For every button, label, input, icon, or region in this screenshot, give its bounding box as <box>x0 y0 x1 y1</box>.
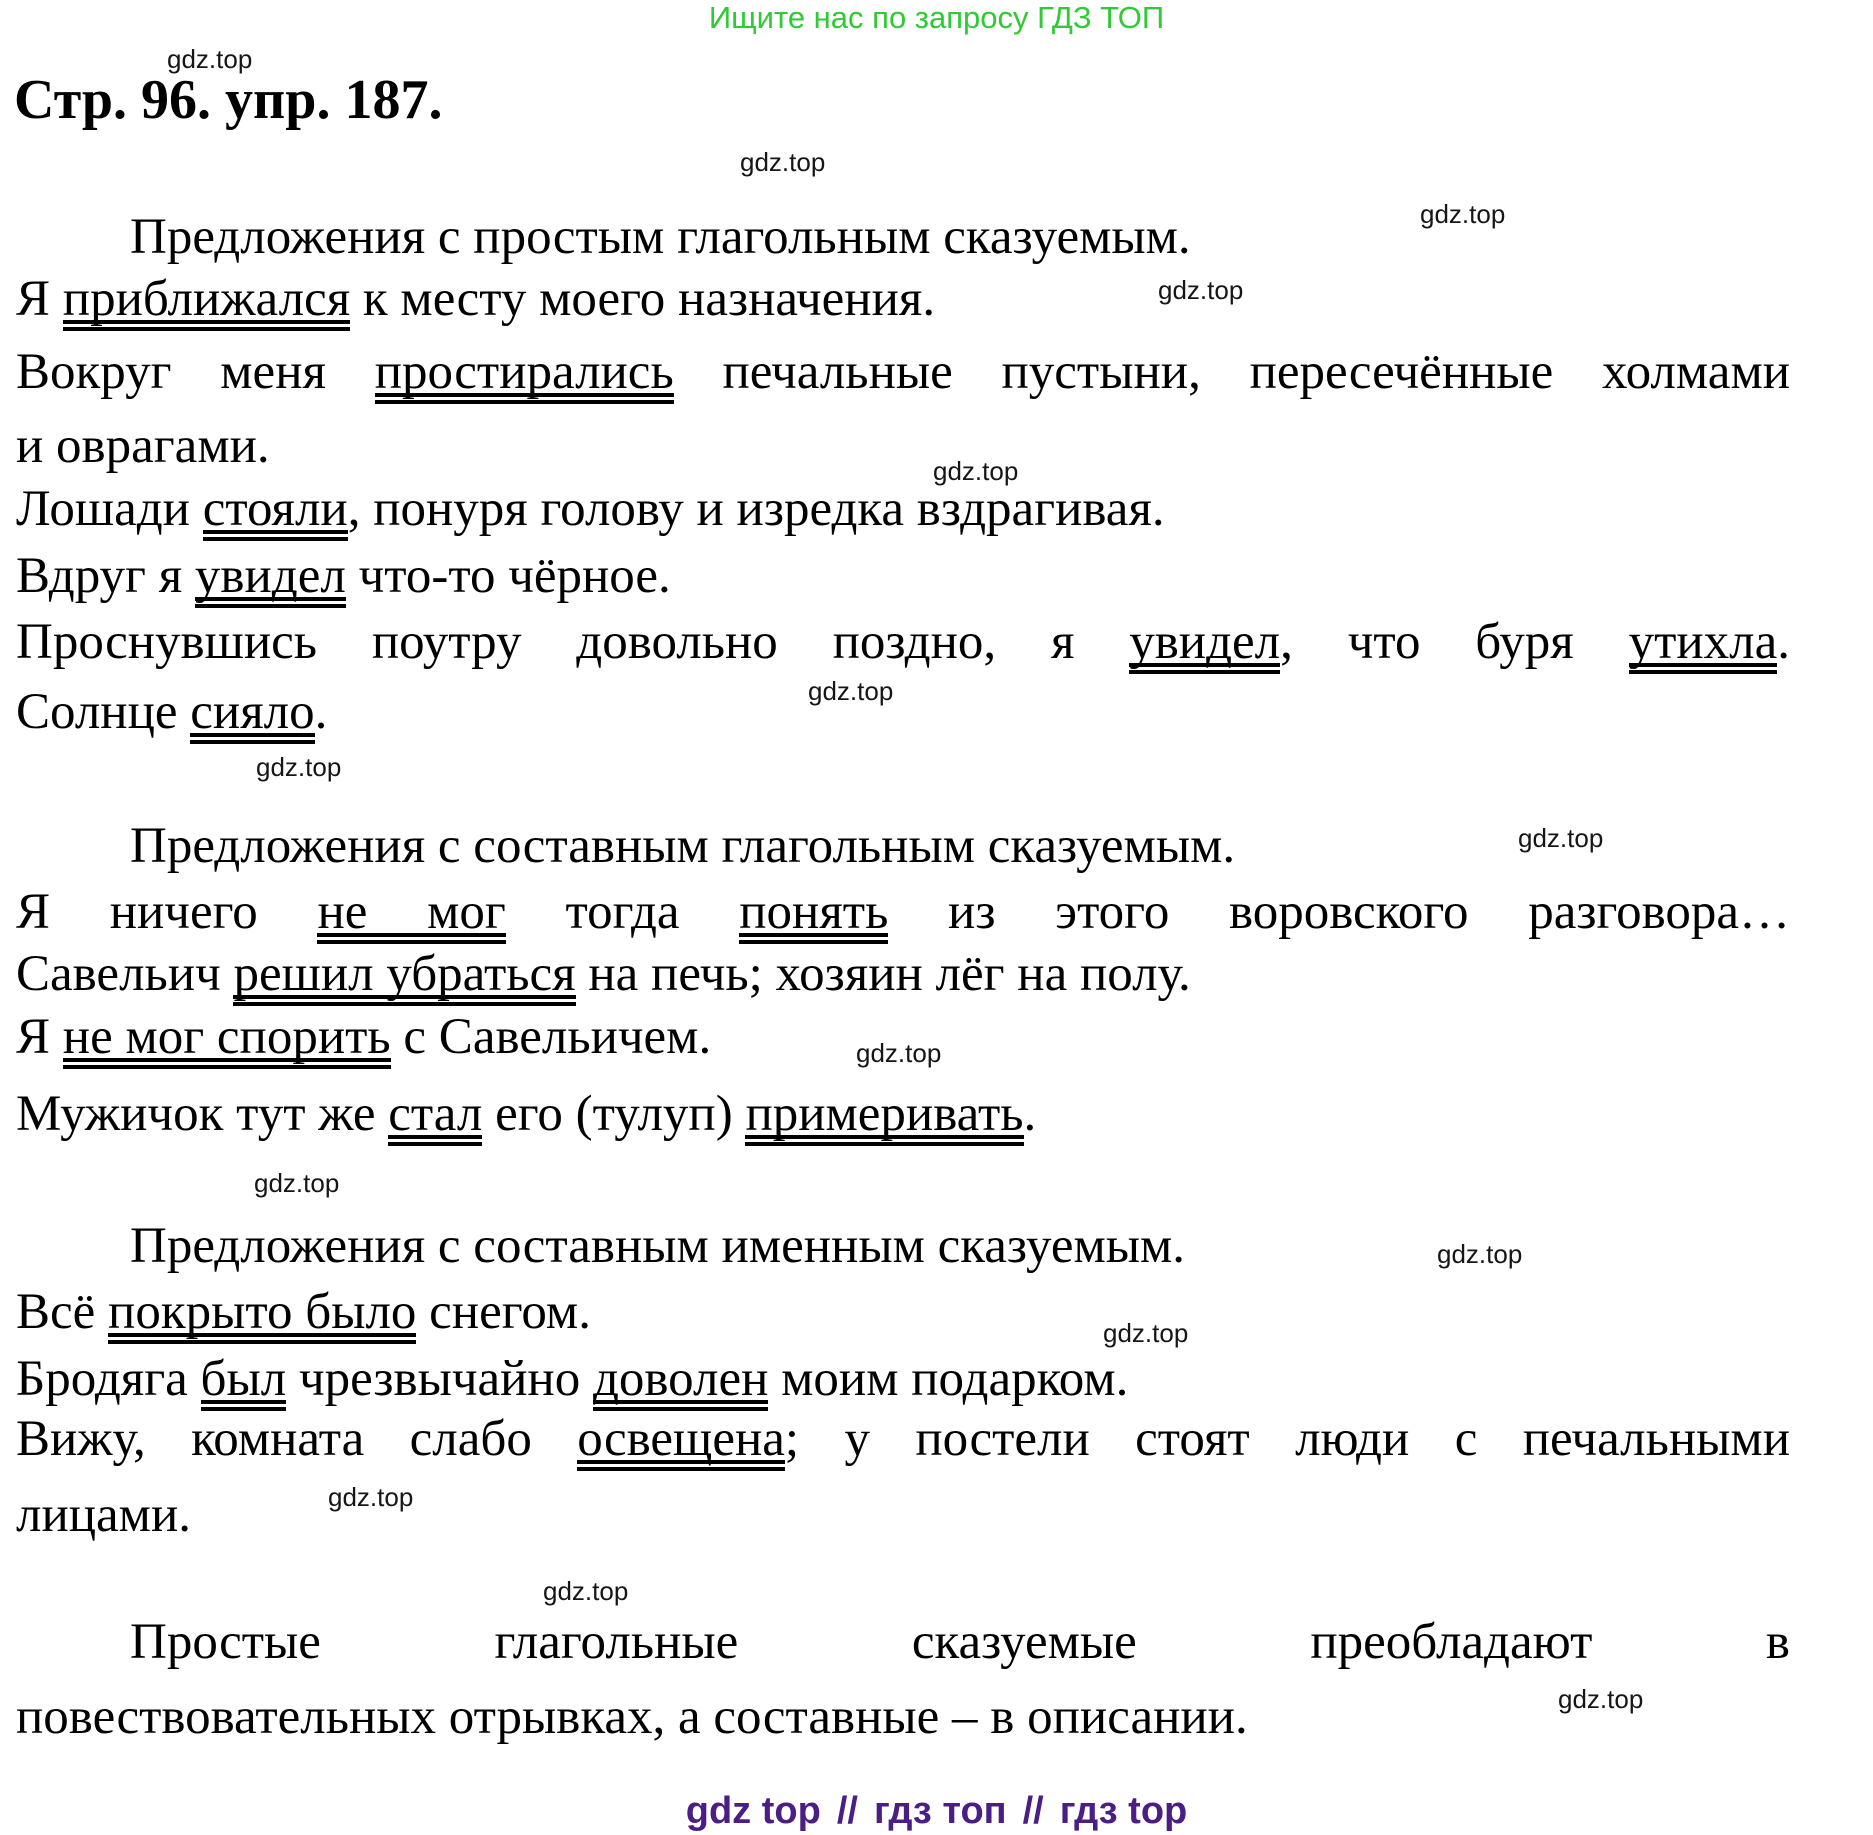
text-segment: снегом. <box>416 1284 591 1340</box>
footer-link-gdz-top-cyrillic[interactable]: гдз топ <box>873 1790 1007 1832</box>
text-segment: , понуря голову и изредка вздрагивая. <box>347 481 1165 537</box>
text-segment: что-то чёрное. <box>345 548 671 604</box>
text-segment: Бродяга <box>16 1351 201 1407</box>
sentence <box>16 884 1791 940</box>
predicate-double-underline: не мог спорить <box>62 1009 391 1065</box>
text-segment: . <box>1777 614 1790 670</box>
sentence <box>16 271 936 327</box>
predicate-double-underline: стояли <box>202 481 348 537</box>
text-segment: . <box>314 684 328 740</box>
text-segment: . <box>1023 1086 1037 1142</box>
sentence <box>16 1284 591 1340</box>
conclusion-line <box>130 1614 1790 1670</box>
sentence <box>16 684 328 740</box>
predicate-double-underline: приближался <box>62 271 351 327</box>
text-segment: , что буря <box>1280 614 1629 670</box>
predicate-double-underline: простирались <box>374 344 674 400</box>
text-segment: тогда <box>505 884 740 940</box>
sentence <box>16 1009 712 1065</box>
watermark: gdz.top <box>1437 1239 1523 1269</box>
text-segment: к месту моего назначения. <box>350 271 936 327</box>
text-segment: Всё <box>16 1284 109 1340</box>
sentence <box>16 1351 1129 1407</box>
text-segment: Я <box>16 1009 63 1065</box>
text-segment: повествовательных отрывках, а составные – в описании. <box>16 1689 1248 1745</box>
watermark: gdz.top <box>740 147 826 177</box>
predicate-double-underline: утихла <box>1628 614 1778 670</box>
sentence-continuation <box>16 418 270 474</box>
sentence <box>16 614 1790 670</box>
watermark: gdz.top <box>1158 275 1244 305</box>
text-segment: моим подарком. <box>768 1351 1129 1407</box>
text-segment: на печь; хозяин лёг на полу. <box>575 946 1191 1002</box>
text-segment: с Савельичем. <box>390 1009 712 1065</box>
conclusion-line <box>16 1689 1248 1745</box>
watermark: gdz.top <box>933 456 1019 486</box>
section-heading-simple-verbal: Предложения с простым глагольным сказуемым. <box>130 209 1191 265</box>
text-segment: Я ничего <box>16 884 318 940</box>
text-segment: Простые глагольные сказуемые преобладают в <box>130 1614 1790 1670</box>
predicate-double-underline: увидел <box>194 548 346 604</box>
text-segment: Савельич <box>16 946 234 1002</box>
sentence <box>16 946 1191 1002</box>
text-segment: Проснувшись поутру довольно поздно, я <box>16 614 1130 670</box>
footer-link-gdz-top-2[interactable]: гдз top <box>1059 1790 1188 1832</box>
footer-separator: // <box>1022 1790 1044 1832</box>
sentence <box>16 344 1791 400</box>
text-segment: его (тулуп) <box>482 1086 746 1142</box>
promo-banner: Ищите нас по запросу ГДЗ ТОП <box>708 0 1165 35</box>
text-segment: Мужичок тут же <box>16 1086 389 1142</box>
predicate-double-underline: решил убраться <box>233 946 576 1002</box>
predicate-double-underline: покрыто было <box>108 1284 417 1340</box>
text-segment: из этого воровского разговора… <box>888 884 1791 940</box>
predicate-double-underline: был <box>200 1351 287 1407</box>
predicate-double-underline: увидел <box>1129 614 1281 670</box>
sentence <box>16 1411 1790 1467</box>
text-segment: и оврагами. <box>16 418 270 474</box>
text-segment: Я <box>16 271 63 327</box>
page-title: Стр. 96. упр. 187. <box>14 69 443 131</box>
watermark: gdz.top <box>808 676 894 706</box>
footer-link-gdz-top[interactable]: gdz top <box>685 1790 821 1832</box>
section-heading-compound-verbal: Предложения с составным глагольным сказуемым. <box>130 818 1236 874</box>
watermark: gdz.top <box>328 1482 414 1512</box>
text-segment: ; у постели стоят люди с печальными <box>784 1411 1790 1467</box>
predicate-double-underline: примеривать <box>745 1086 1024 1142</box>
text-segment: Солнце <box>16 684 191 740</box>
section-heading-compound-nominal: Предложения с составным именным сказуемым. <box>130 1218 1186 1274</box>
sentence <box>16 1086 1037 1142</box>
footer-separator: // <box>836 1790 858 1832</box>
text-segment: печальные пустыни, пересечённые холмами <box>673 344 1791 400</box>
footer-links <box>686 1792 1188 1830</box>
watermark: gdz.top <box>167 44 253 74</box>
text-segment: Вдруг я <box>16 548 195 604</box>
sentence <box>16 481 1165 537</box>
text-segment: Лошади <box>16 481 203 537</box>
watermark: gdz.top <box>1420 199 1506 229</box>
text-segment: Вокруг меня <box>16 344 375 400</box>
predicate-double-underline: не мог <box>317 884 506 940</box>
text-segment: чрезвычайно <box>286 1351 593 1407</box>
watermark: gdz.top <box>1103 1318 1189 1348</box>
watermark: gdz.top <box>856 1038 942 1068</box>
predicate-double-underline: стал <box>388 1086 483 1142</box>
watermark: gdz.top <box>256 752 342 782</box>
predicate-double-underline: освещена <box>577 1411 785 1467</box>
text-segment: Вижу, комната слабо <box>16 1411 578 1467</box>
sentence-continuation <box>16 1487 191 1543</box>
watermark: gdz.top <box>254 1168 340 1198</box>
sentence <box>16 548 671 604</box>
watermark: gdz.top <box>543 1576 629 1606</box>
text-segment: лицами. <box>16 1487 191 1543</box>
predicate-double-underline: доволен <box>592 1351 769 1407</box>
predicate-double-underline: сияло <box>190 684 315 740</box>
watermark: gdz.top <box>1558 1684 1644 1714</box>
watermark: gdz.top <box>1518 823 1604 853</box>
predicate-double-underline: понять <box>739 884 889 940</box>
